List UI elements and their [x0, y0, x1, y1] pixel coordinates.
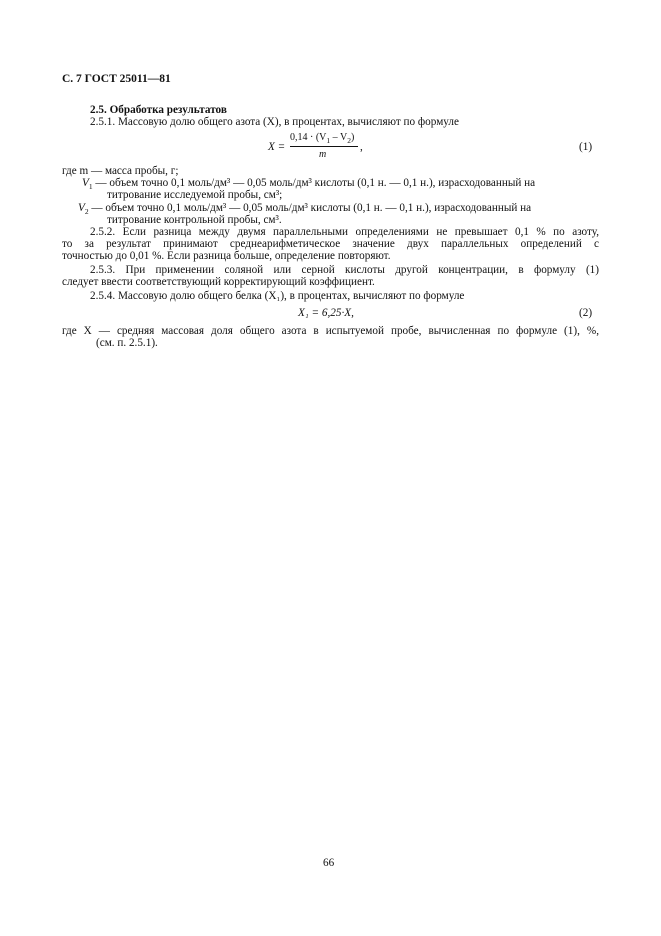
fraction-bar: [290, 146, 358, 147]
where-v2: $V_2$ — объем точно 0,1 моль/дм³ — 0,05 моль/дм³ кислоты (0,1 н. — 0,1 н.), израсходованный на: [78, 202, 532, 217]
formula-2: X₁ = 6,25·X,: [298, 307, 354, 319]
where-x-line1: где X — средняя массовая доля общего азота в испытуемой пробе, вычисленная по формуле (1), %,: [62, 325, 599, 337]
paragraph-2-5-2-line3: точностью до 0,01 %. Если разница больше, определение повторяют.: [62, 250, 391, 262]
where-v1: $V_1$ — объем точно 0,1 моль/дм³ — 0,05 моль/дм³ кислоты (0,1 н. — 0,1 н.), израсходованный на: [82, 177, 536, 192]
page-header: С. 7 ГОСТ 25011—81: [62, 73, 171, 85]
where-x-line2: (см. п. 2.5.1).: [96, 337, 158, 349]
formula-2-number: (2): [579, 307, 593, 319]
paragraph-2-5-1: 2.5.1. Массовую долю общего азота (X), в процентах, вычисляют по формуле: [90, 116, 459, 128]
paragraph-2-5-2-line2: то за результат принимают среднеарифметическое значение двух параллельных определений с: [62, 238, 599, 250]
formula-1-denominator: m: [319, 149, 327, 160]
formula-1-lhs: X =: [268, 141, 286, 153]
page-number: 66: [323, 857, 335, 869]
paragraph-2-5-2-line1: 2.5.2. Если разница между двумя параллельными определениями не превышает 0,1 % по азоту,: [90, 226, 599, 238]
formula-1-number: (1): [579, 141, 593, 153]
paragraph-2-5-3-line1: 2.5.3. При применении соляной или серной кислоты другой концентрации, в формулу (1): [90, 264, 599, 276]
where-m: где m — масса пробы, г;: [62, 165, 179, 177]
paragraph-2-5-3-line2: следует ввести соответствующий корректирующий коэффициент.: [62, 276, 375, 288]
where-v2-continued: титрование контрольной пробы, см³.: [107, 214, 282, 226]
paragraph-2-5-4: 2.5.4. Массовую долю общего белка (X₁), в процентах, вычисляют по формуле: [90, 290, 465, 302]
where-v1-continued: титрование исследуемой пробы, см³;: [107, 189, 283, 201]
formula-1-numerator: $0,14 \cdot (V_1 - V_2)$: [290, 132, 355, 145]
section-title: 2.5. Обработка результатов: [90, 104, 227, 116]
formula-1-comma: ,: [360, 141, 363, 153]
